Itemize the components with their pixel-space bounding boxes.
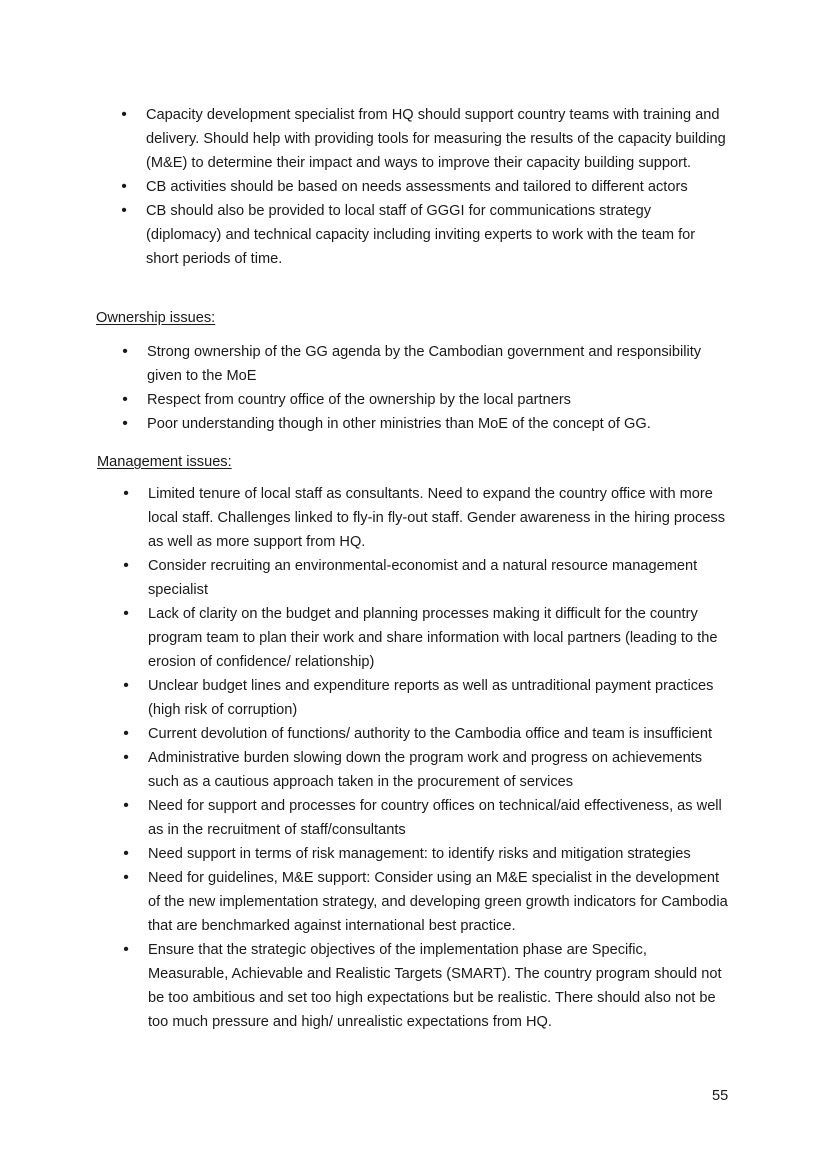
management-heading: Management issues: bbox=[97, 454, 232, 470]
ownership-list bbox=[122, 340, 727, 436]
list-item-text: Need support in terms of risk management: to identify risks and mitigation strategies bbox=[148, 846, 691, 862]
list-item bbox=[123, 746, 728, 794]
list-item-text: Need for support and processes for country offices on technical/aid effectiveness, as well as in the recruitment of staff/consultants bbox=[148, 798, 722, 838]
list-item bbox=[121, 175, 726, 199]
list-item bbox=[121, 103, 726, 175]
bullet-icon: • bbox=[123, 605, 129, 622]
bullet-icon: • bbox=[123, 725, 129, 742]
bullet-icon: • bbox=[122, 343, 128, 360]
list-item-text: Administrative burden slowing down the program work and progress on achievements such as a cautious approach taken in the procurement of services bbox=[148, 750, 703, 790]
list-item bbox=[122, 340, 727, 388]
bullet-icon: • bbox=[121, 178, 127, 195]
list-item-text: Respect from country office of the ownership by the local partners bbox=[147, 392, 571, 408]
list-item bbox=[123, 842, 728, 866]
bullet-icon: • bbox=[123, 557, 129, 574]
bullet-icon: • bbox=[123, 677, 129, 694]
list-item bbox=[123, 722, 728, 746]
list-item-text: Unclear budget lines and expenditure reports as well as untraditional payment practices (high risk of corruption) bbox=[148, 678, 714, 718]
bullet-icon: • bbox=[122, 415, 128, 432]
bullet-icon: • bbox=[121, 106, 127, 123]
list-item bbox=[122, 388, 727, 412]
list-item-text: CB should also be provided to local staff of GGGI for communications strategy (diplomacy) and technical capacity including inviting experts to work with the team for short periods of time. bbox=[146, 203, 696, 267]
list-item-text: Lack of clarity on the budget and planning processes making it difficult for the country program team to plan their work and share information with local partners (leading to the erosion of confidence/ relationship) bbox=[148, 606, 718, 670]
bullet-icon: • bbox=[123, 485, 129, 502]
list-item bbox=[123, 602, 728, 674]
list-item-text: Consider recruiting an environmental-economist and a natural resource management specialist bbox=[148, 558, 698, 598]
list-item bbox=[123, 674, 728, 722]
page-number: 55 bbox=[712, 1088, 729, 1104]
capacity-building-list bbox=[121, 103, 726, 271]
list-item-text: Capacity development specialist from HQ should support country teams with training and delivery. Should help with providing tools for measuring the results of the capacity building (M&E) to determine their impact and ways to improve their capacity building support. bbox=[146, 107, 726, 171]
list-item bbox=[123, 794, 728, 842]
list-item-text: Need for guidelines, M&E support: Consider using an M&E specialist in the development of the new implementation strategy, and developing green growth indicators for Cambodia that are benchmarked against international best practice. bbox=[148, 870, 728, 934]
list-item-text: Strong ownership of the GG agenda by the Cambodian government and responsibility given to the MoE bbox=[147, 344, 702, 384]
list-item bbox=[123, 866, 728, 938]
list-item bbox=[123, 482, 728, 554]
bullet-icon: • bbox=[123, 749, 129, 766]
ownership-heading: Ownership issues: bbox=[96, 310, 216, 326]
list-item-text: CB activities should be based on needs assessments and tailored to different actors bbox=[146, 179, 688, 195]
bullet-icon: • bbox=[121, 202, 127, 219]
bullet-icon: • bbox=[122, 391, 128, 408]
list-item bbox=[123, 938, 728, 1034]
list-item-text: Ensure that the strategic objectives of the implementation phase are Specific, Measurable, Achievable and Realistic Targets (SMART). The country program should not be too ambitious and set too high expectations but be realistic. There should also not be too much pressure and high/ unrealistic expectations from HQ. bbox=[148, 942, 722, 1030]
list-item bbox=[121, 199, 726, 271]
bullet-icon: • bbox=[123, 797, 129, 814]
management-list bbox=[123, 482, 728, 1034]
bullet-icon: • bbox=[123, 941, 129, 958]
list-item bbox=[122, 412, 727, 436]
list-item-text: Current devolution of functions/ authority to the Cambodia office and team is insufficient bbox=[148, 726, 713, 742]
list-item-text: Poor understanding though in other ministries than MoE of the concept of GG. bbox=[147, 416, 651, 432]
bullet-icon: • bbox=[123, 845, 129, 862]
list-item bbox=[123, 554, 728, 602]
bullet-icon: • bbox=[123, 869, 129, 886]
list-item-text: Limited tenure of local staff as consultants. Need to expand the country office with more local staff. Challenges linked to fly-in fly-out staff. Gender awareness in the hiring process as well as more support from HQ. bbox=[148, 486, 726, 550]
